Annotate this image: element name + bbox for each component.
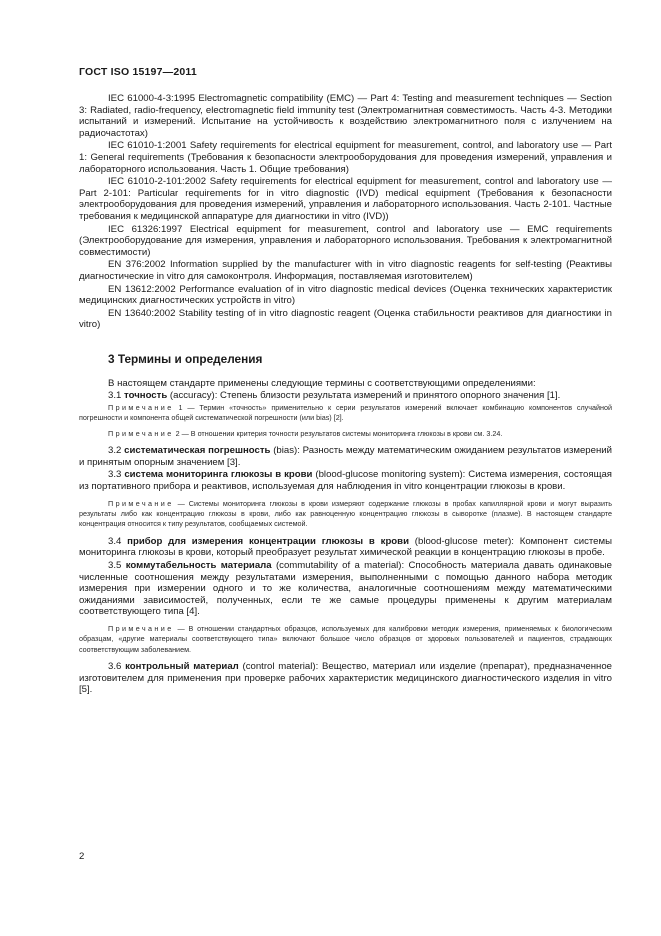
reference-en-13612: EN 13612:2002 Performance evaluation of in vitro diagnostic medical devices (Оценка технических характеристик медицинских диагностических устройств in vitro) <box>79 283 612 307</box>
term-3-1 <box>79 390 612 402</box>
page-number: 2 <box>79 851 85 862</box>
note-number: 1 <box>178 403 183 413</box>
term-title: систематическая погрешность <box>124 445 271 457</box>
term-definition: (control material): Вещество, материал или изделие (препарат), предназначенное изготовителем для применения при проверке рабочих характеристик медицинского диагностического изделия in vitro [5]. <box>79 661 612 696</box>
note-label: Примечание <box>108 498 174 508</box>
note-2 <box>79 429 612 439</box>
term-number: 3.2 <box>108 445 122 457</box>
reference-en-13640: EN 13640:2002 Stability testing of in vitro diagnostic reagent (Оценка стабильности реактивов для диагностики in vitro) <box>79 307 612 331</box>
note-text: — Термин «точность» применительно к серии результатов измерений включает комбинацию компонентов случайной погрешности и компонента общей систематической погрешности (или bias) [2]. <box>79 403 612 423</box>
term-title: точность <box>124 390 168 402</box>
term-definition: (bias): Разность между математическим ожиданием результатов измерений и принятым опорным значением [3]. <box>79 445 612 468</box>
term-title: прибор для измерения концентрации глюкозы в крови <box>127 535 409 547</box>
term-number: 3.6 <box>108 661 122 673</box>
page-content <box>79 93 612 697</box>
note-label: Примечание <box>108 428 174 438</box>
term-number: 3.4 <box>108 535 122 547</box>
term-number: 3.1 <box>108 390 122 402</box>
reference-iec-61000: IEC 61000-4-3:1995 Electromagnetic compatibility (EMC) — Part 4: Testing and measurement techniques — Section 3: Radiated, radio-frequency, electromagnetic field immunity test (Электромагнитная совместимость. Часть 4-3. Методики испытаний и измерений. Испытание на устойчивость к воздействию электромагнитного поля с излучением на радиочастотах) <box>79 93 612 139</box>
term-definition: (blood-glucose monitoring system): Система измерения, состоящая из портативного прибора и реактивов, используемая для наблюдения in vitro концентрации глюкозы в крови. <box>79 469 612 493</box>
term-3-5 <box>79 560 612 618</box>
section-heading: 3 Термины и определения <box>108 351 263 366</box>
note-text: — В отношении критерия точности результатов системы мониторинга глюкозы в крови см. 3.24. <box>181 428 503 438</box>
term-definition: (commutability of a material): Способность материала давать одинаковые численные соотношения между результатами измерения, выполненными с помощью данного набора методик измерения при измерении одного и то же количества, аналогичные соотношениям между математическими ожиданиями зависимостей, полученных, если те же самые процедуры применены к другим материалам соответствующего типа [4]. <box>79 560 612 618</box>
section-intro: В настоящем стандарте применены следующие термины с соответствующими определениями: <box>108 377 536 389</box>
reference-iec-61326: IEC 61326:1997 Electrical equipment for measurement, control and laboratory use — EMC requirements (Электрооборудование для измерения, управления и лабораторного использования. Требования к электромагнитной совместимости) <box>79 223 612 258</box>
reference-iec-61010-1: IEC 61010-1:2001 Safety requirements for electrical equipment for measurement, control, and laboratory use — Part 1: General requirements (Требования к безопасности электрооборудования для проведения измерений, управления и лабораторного использования. Часть 1. Общие требования) <box>79 140 612 175</box>
note-label: Примечание <box>108 403 174 413</box>
term-definition: (blood-glucose meter): Компонент системы мониторинга глюкозы в крови, который преобразует результат химической реакции в концентрацию глюкозы в пробе. <box>79 535 612 559</box>
reference-iec-61010-2-101: IEC 61010-2-101:2002 Safety requirements for electrical equipment for measurement, control and laboratory use — Part 2-101: Particular requirements for in vitro diagnostic (IVD) medical equipment (Требования к безопасности электрооборудования для проведения измерений, управления и лабораторного использования. Часть 2-101. Частные требования к медицинской аппаратуре для диагностики in vitro (IVD)) <box>79 176 612 222</box>
note-number: 2 <box>175 428 180 438</box>
note-text: — В отношении стандартных образцов, используемых для калибровки методик измерения, применяемых к биологическим образцам, «другие материалы соответствующего типа» включают большое число образцов от здоровых пользователей и пациентов, страдающих соответствующим заболеванием. <box>79 624 612 654</box>
term-number: 3.3 <box>108 469 122 481</box>
note-3 <box>79 499 612 530</box>
term-3-3 <box>79 469 612 492</box>
reference-en-376: EN 376:2002 Information supplied by the manufacturer with in vitro diagnostic reagents for self-testing (Реактивы диагностические in vitro для самоконтроля. Информация, поставляемая изготовителем) <box>79 259 612 282</box>
term-title: коммутабельность материала <box>125 560 272 572</box>
term-number: 3.5 <box>108 560 122 572</box>
note-label: Примечание <box>108 624 174 634</box>
term-title: система мониторинга глюкозы в крови <box>124 469 313 481</box>
term-definition: (accuracy): Степень близости результата измерений и принятого опорного значения [1]. <box>169 390 561 402</box>
term-3-6 <box>79 661 612 696</box>
note-text: — Системы мониторинга глюкозы в крови измеряют содержание глюкозы в пробах капиллярной крови и могут выразить результаты либо как концентрацию глюкозы в крови, либо как равноценную концентрацию глюкозы в сыворотке (плазме). В настоящем стандарте концентрация относится к типу результатов, сообщаемых системой. <box>79 498 612 529</box>
term-3-4 <box>79 536 612 559</box>
note-4 <box>79 624 612 655</box>
note-1 <box>79 403 612 424</box>
document-header: ГОСТ ISO 15197—2011 <box>79 66 197 78</box>
term-title: контрольный материал <box>125 661 239 673</box>
term-3-2 <box>79 445 612 468</box>
